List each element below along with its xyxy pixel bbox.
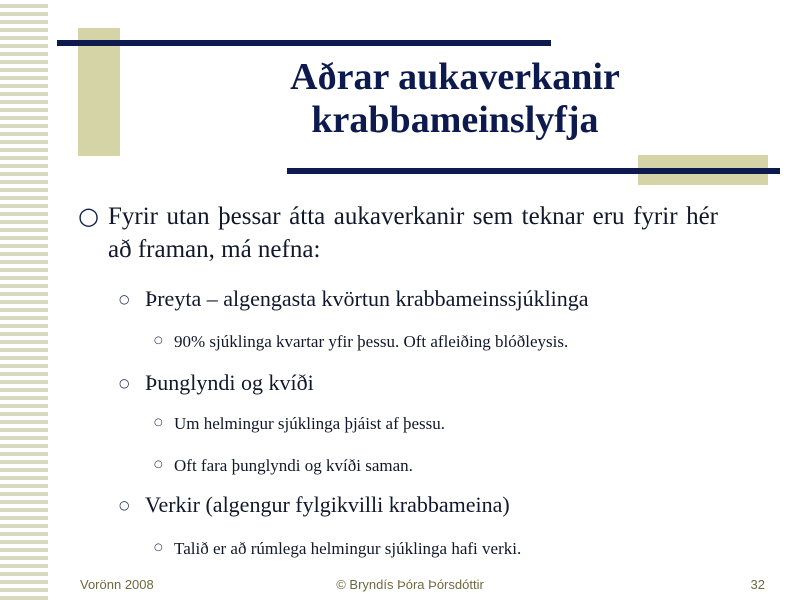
hollow-circle-bullet-icon: ○ <box>154 335 163 346</box>
hollow-circle-bullet-icon: ○ <box>119 498 130 512</box>
hollow-circle-bullet-icon: ○ <box>78 202 99 230</box>
title-line-1: Aðrar aukaverkanir <box>290 56 620 98</box>
detail-pain-1: ○ Talið er að rúmlega helmingur sjúklinga hafi verki. <box>154 539 522 558</box>
title-line-2: krabbameinslyfja <box>311 99 599 141</box>
footer-copyright: © Bryndís Þóra Þórsdóttir <box>336 577 484 592</box>
section-heading-depression: ○ Þunglyndi og kvíði <box>119 370 314 395</box>
detail-depression-1: ○ Um helmingur sjúklinga þjáist af þessu. <box>154 414 446 433</box>
hollow-circle-bullet-icon: ○ <box>154 417 163 428</box>
detail-depression-2: ○ Oft fara þunglyndi og kvíði saman. <box>154 456 413 475</box>
hollow-circle-bullet-icon: ○ <box>119 376 130 390</box>
intro-bullet <box>78 200 718 266</box>
intro-text: Fyrir utan þessar átta aukaverkanir sem teknar eru fyrir hér að framan, má nefna: <box>108 203 718 263</box>
hollow-circle-bullet-icon: ○ <box>119 292 130 306</box>
detail-fatigue-1: ○ 90% sjúklinga kvartar yfir þessu. Oft afleiðing blóðleysis. <box>154 332 569 351</box>
section-heading-fatigue: ○ Þreyta – algengasta kvörtun krabbameinssjúklinga <box>119 286 589 311</box>
footer-term: Vorönn 2008 <box>80 577 154 592</box>
section-heading-pain: ○ Verkir (algengur fylgikvilli krabbameina) <box>119 492 510 517</box>
hollow-circle-bullet-icon: ○ <box>154 459 163 470</box>
page-number: 32 <box>750 577 765 592</box>
hollow-circle-bullet-icon: ○ <box>154 542 163 553</box>
